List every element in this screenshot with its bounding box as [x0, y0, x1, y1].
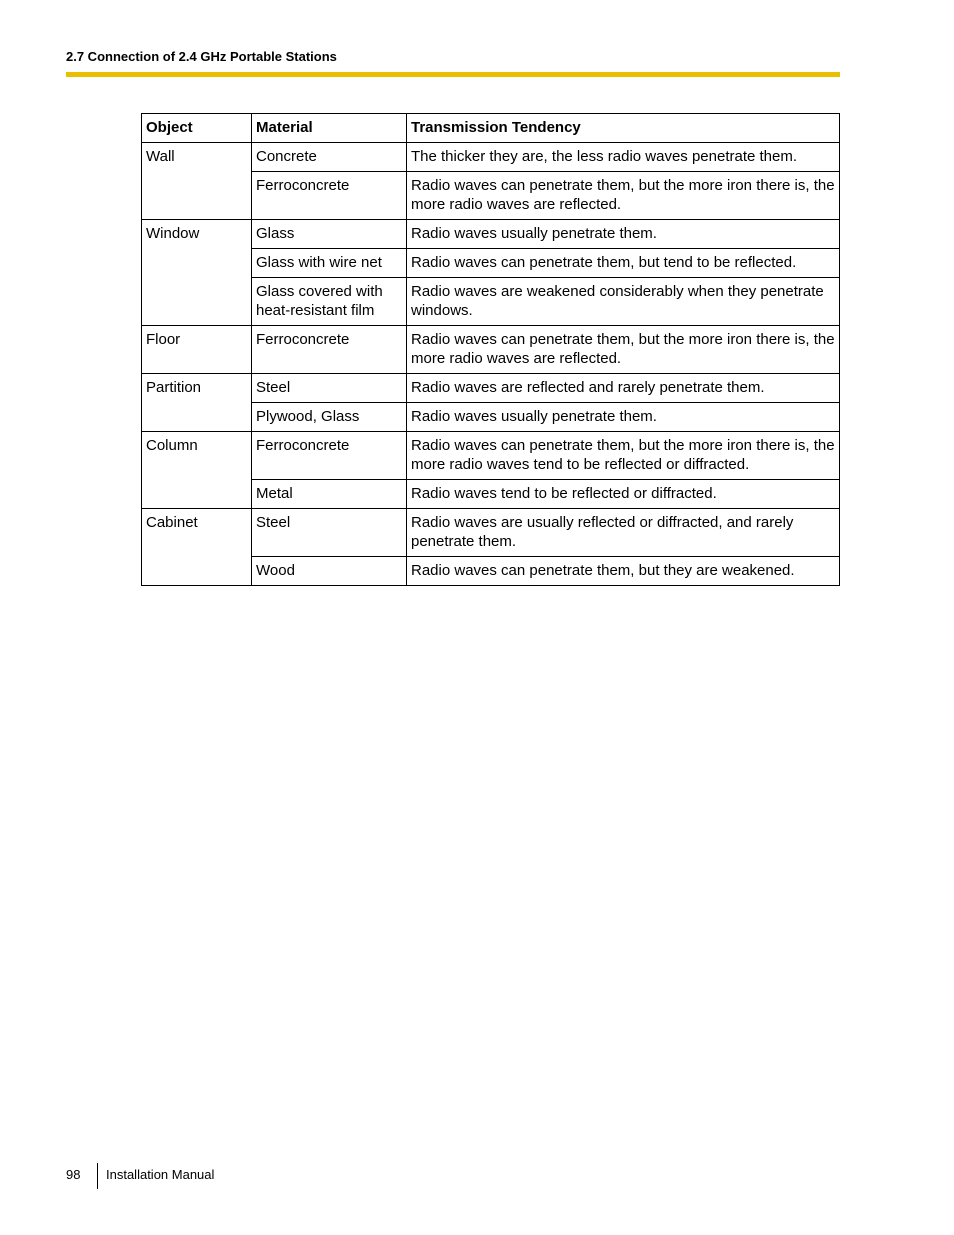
object-cell: Cabinet [142, 509, 252, 586]
table-row [142, 220, 840, 249]
material-cell: Wood [252, 557, 407, 586]
material-cell: Metal [252, 480, 407, 509]
material-cell: Ferroconcrete [252, 172, 407, 220]
tendency-cell: Radio waves usually penetrate them. [407, 220, 840, 249]
material-cell: Ferroconcrete [252, 432, 407, 480]
tendency-cell: Radio waves usually penetrate them. [407, 403, 840, 432]
tendency-cell: Radio waves tend to be reflected or diffracted. [407, 480, 840, 509]
tendency-cell: Radio waves are weakened considerably when they penetrate windows. [407, 278, 840, 326]
column-header-object: Object [142, 114, 252, 143]
table-row [142, 374, 840, 403]
table-row [142, 509, 840, 557]
table-row [142, 432, 840, 480]
material-cell: Steel [252, 374, 407, 403]
tendency-cell: Radio waves are usually reflected or diffracted, and rarely penetrate them. [407, 509, 840, 557]
table-row [142, 143, 840, 172]
footer-divider [97, 1163, 98, 1189]
table-body [142, 143, 840, 586]
object-cell: Window [142, 220, 252, 326]
material-cell: Steel [252, 509, 407, 557]
header-rule [66, 72, 840, 77]
material-cell: Glass covered with heat-resistant film [252, 278, 407, 326]
tendency-cell: Radio waves can penetrate them, but tend to be reflected. [407, 249, 840, 278]
object-cell: Column [142, 432, 252, 509]
material-cell: Concrete [252, 143, 407, 172]
transmission-table [141, 113, 840, 586]
material-cell: Glass with wire net [252, 249, 407, 278]
material-cell: Plywood, Glass [252, 403, 407, 432]
material-cell: Ferroconcrete [252, 326, 407, 374]
table-header-row [142, 114, 840, 143]
column-header-tendency: Transmission Tendency [407, 114, 840, 143]
tendency-cell: Radio waves can penetrate them, but the more iron there is, the more radio waves are reflected. [407, 172, 840, 220]
section-header-title: 2.7 Connection of 2.4 GHz Portable Stations [66, 49, 337, 64]
object-cell: Floor [142, 326, 252, 374]
object-cell: Partition [142, 374, 252, 432]
page-number: 98 [66, 1167, 81, 1182]
tendency-cell: Radio waves are reflected and rarely penetrate them. [407, 374, 840, 403]
object-cell: Wall [142, 143, 252, 220]
table-row [142, 326, 840, 374]
tendency-cell: Radio waves can penetrate them, but the more iron there is, the more radio waves are reflected. [407, 326, 840, 374]
tendency-cell: Radio waves can penetrate them, but the more iron there is, the more radio waves tend to be reflected or diffracted. [407, 432, 840, 480]
tendency-cell: Radio waves can penetrate them, but they are weakened. [407, 557, 840, 586]
column-header-material: Material [252, 114, 407, 143]
tendency-cell: The thicker they are, the less radio waves penetrate them. [407, 143, 840, 172]
footer-doc-title: Installation Manual [106, 1167, 215, 1182]
material-cell: Glass [252, 220, 407, 249]
